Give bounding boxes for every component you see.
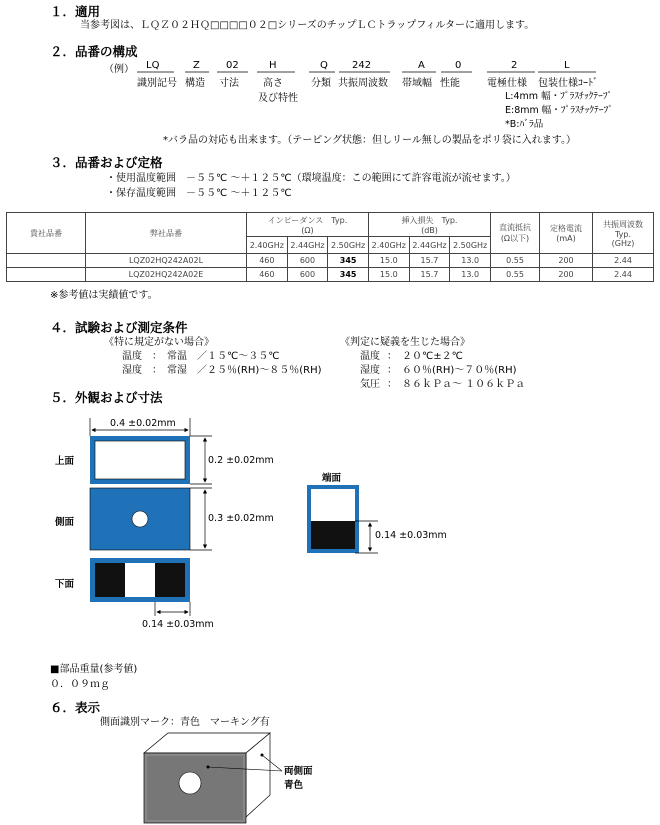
freq-header: 2.44GHz [287, 237, 328, 254]
code-item: L [564, 60, 570, 71]
packaging-option: L:4mm 幅・ﾌﾟﾗｽﾁｯｸﾃｰﾌﾟ [505, 91, 613, 102]
spec-table [6, 212, 654, 282]
header-res-label: 共振周波数 [603, 219, 643, 229]
view-label-side: 側面 [55, 517, 75, 528]
weight-title: ■部品重量(参考値) [50, 664, 138, 675]
code-item: LQ [146, 60, 160, 71]
label-item: 帯域幅 [402, 78, 432, 89]
cell-current: 200 [540, 268, 593, 282]
view-label-top: 上面 [55, 456, 75, 467]
side-view-chip [90, 488, 190, 550]
cond-right-hum-label: 湿度 [360, 365, 380, 376]
cell-il: 13.0 [450, 268, 491, 282]
freq-header: 2.50GHz [450, 237, 491, 254]
cond-right-press: ： ８６ｋＰａ～ １０６ｋＰａ [387, 379, 526, 390]
label-item: 高さ [263, 78, 283, 89]
cell-il: 15.7 [409, 268, 450, 282]
cond-right-hum: ： ６０％(RH)～７０％(RH) [387, 365, 517, 376]
cond-right-temp-label: 温度 [360, 351, 380, 362]
cell-il: 15.7 [409, 254, 450, 268]
section-1-text: 当参考図は、ＬＱＺ０２ＨＱ□□□□０２□シリーズのチップＬＣトラップフィルターに適用します。 [80, 20, 535, 31]
table-note: ※参考値は実績値です。 [50, 290, 158, 301]
header-dcr-unit: (Ω以下) [500, 234, 530, 243]
bottom-view-chip [90, 558, 190, 602]
table-row [7, 268, 654, 282]
cell-z: 345 [328, 254, 369, 268]
header-customer-pn: 貴社品番 [7, 213, 86, 254]
dim-height-label: 0.2 ±0.02mm [208, 455, 274, 466]
section-2-title: ２．品番の構成 [50, 44, 138, 59]
header-res-unit: (GHz) [611, 238, 635, 248]
storage-temp-range: ・保存温度範囲 －５５℃ ～＋１２５℃ [106, 188, 292, 199]
cond-left-temp: 温度 ： 常温 ／１５℃～３５℃ [122, 351, 280, 362]
code-item: 242 [352, 60, 372, 71]
code-item: A [418, 60, 425, 71]
bulk-note: *バラ品の対応も出来ます。（テーピング状態：但しリール無しの製品をポリ袋に入れます。） [163, 135, 576, 146]
freq-header: 2.44GHz [409, 237, 450, 254]
header-current-label: 定格電流 [550, 224, 582, 233]
cell-dcr: 0.55 [491, 254, 540, 268]
section-3-title: ３．品番および定格 [50, 155, 163, 170]
end-view-chip [307, 485, 359, 553]
header-dcr-label: 直流抵抗 [499, 223, 531, 232]
header-insertion-label: 挿入損失 Typ. [401, 215, 458, 225]
header-resonance [593, 213, 654, 254]
top-view-chip [90, 436, 190, 484]
view-label-end: 端面 [322, 473, 342, 484]
use-temp-range: ・使用温度範囲 －５５℃ ～＋１２５℃（環境温度：この範囲にて許容電流が流せます。） [106, 173, 516, 184]
weight-value: ０．０９ｍｇ [50, 679, 110, 690]
header-dcr [491, 213, 540, 254]
section-5-title: ５．外観および寸法 [50, 390, 163, 405]
cond-right-temp: ： ２０℃±２℃ [387, 351, 463, 362]
section-1-title: １．適用 [50, 4, 101, 19]
label-item: 共振周波数 [338, 78, 388, 89]
header-insertion-loss [368, 213, 490, 237]
header-insertion-unit: (dB) [421, 225, 438, 235]
packaging-option: E:8mm 幅・ﾌﾟﾗｽﾁｯｸﾃｰﾌﾟ [505, 105, 614, 116]
view-label-bottom: 下面 [55, 579, 75, 590]
cond-right-title: 《判定に疑義を生じた場合》 [340, 337, 470, 348]
freq-header: 2.40GHz [247, 237, 288, 254]
header-our-pn: 弊社品番 [86, 213, 247, 254]
freq-header: 2.40GHz [368, 237, 409, 254]
chip-3d [144, 733, 270, 823]
bottom-width-dimension [155, 602, 190, 616]
label-item: 分類 [311, 78, 331, 89]
label-item: 包装仕様ｺｰﾄﾞ [538, 78, 598, 89]
label-item: 識別記号 [137, 78, 177, 89]
cell-il: 15.0 [368, 254, 409, 268]
cell-z: 460 [247, 268, 288, 282]
dimension-drawings [0, 400, 660, 640]
dim-end-height-label: 0.14 ±0.03mm [375, 530, 447, 541]
packaging-option: *B:ﾊﾞﾗ品 [505, 119, 544, 130]
marking-callout-sides: 両側面 [284, 766, 313, 777]
freq-header: 2.50GHz [328, 237, 369, 254]
cell-res: 2.44 [593, 254, 654, 268]
code-item: 2 [511, 60, 518, 71]
code-item: Q [320, 60, 328, 71]
code-item: H [269, 60, 277, 71]
code-item: Z [193, 60, 200, 71]
cell-our-pn: LQZ02HQ242A02L [86, 254, 247, 268]
cell-customer-pn [7, 268, 86, 282]
header-impedance [247, 213, 369, 237]
cell-our-pn: LQZ02HQ242A02E [86, 268, 247, 282]
label-item: 寸法 [219, 78, 239, 89]
label-item: 電極仕様 [487, 78, 527, 89]
cell-z: 600 [287, 268, 328, 282]
cell-z: 600 [287, 254, 328, 268]
header-current-unit: (mA) [556, 234, 576, 243]
cond-left-title: 《特に規定がない場合》 [104, 337, 214, 348]
label-item: 構造 [185, 78, 205, 89]
cell-il: 15.0 [368, 268, 409, 282]
cell-il: 13.0 [450, 254, 491, 268]
cell-res: 2.44 [593, 268, 654, 282]
dim-width-label: 0.4 ±0.02mm [110, 418, 176, 429]
marking-callout-color: 青色 [284, 780, 304, 791]
header-impedance-label: インピーダンス Typ. [267, 215, 348, 225]
table-row [7, 254, 654, 268]
label-item-sub: 及び特性 [258, 93, 298, 104]
cond-right-press-label: 気圧 [360, 379, 380, 390]
section-6-title: ６．表示 [50, 700, 101, 715]
marking-text: 側面識別マーク：青色 マーキング有 [100, 717, 270, 728]
marking-illustration [0, 725, 660, 825]
code-item: 0 [455, 60, 462, 71]
section-4-title: ４．試験および測定条件 [50, 320, 188, 335]
cond-left-hum: 湿度 ： 常湿 ／２５％(RH)～８５％(RH) [122, 365, 322, 376]
label-item: 性能 [440, 78, 460, 89]
header-rated-current [540, 213, 593, 254]
cell-customer-pn [7, 254, 86, 268]
cell-z: 345 [328, 268, 369, 282]
dim-bottom-width-label: 0.14 ±0.03mm [142, 619, 214, 630]
header-impedance-unit: (Ω) [301, 225, 314, 235]
example-label: （例） [104, 64, 134, 75]
dim-depth-label: 0.3 ±0.02mm [208, 513, 274, 524]
header-res-typ: Typ. [615, 229, 631, 239]
cell-dcr: 0.55 [491, 268, 540, 282]
cell-z: 460 [247, 254, 288, 268]
cell-current: 200 [540, 254, 593, 268]
code-item: 02 [226, 60, 239, 71]
